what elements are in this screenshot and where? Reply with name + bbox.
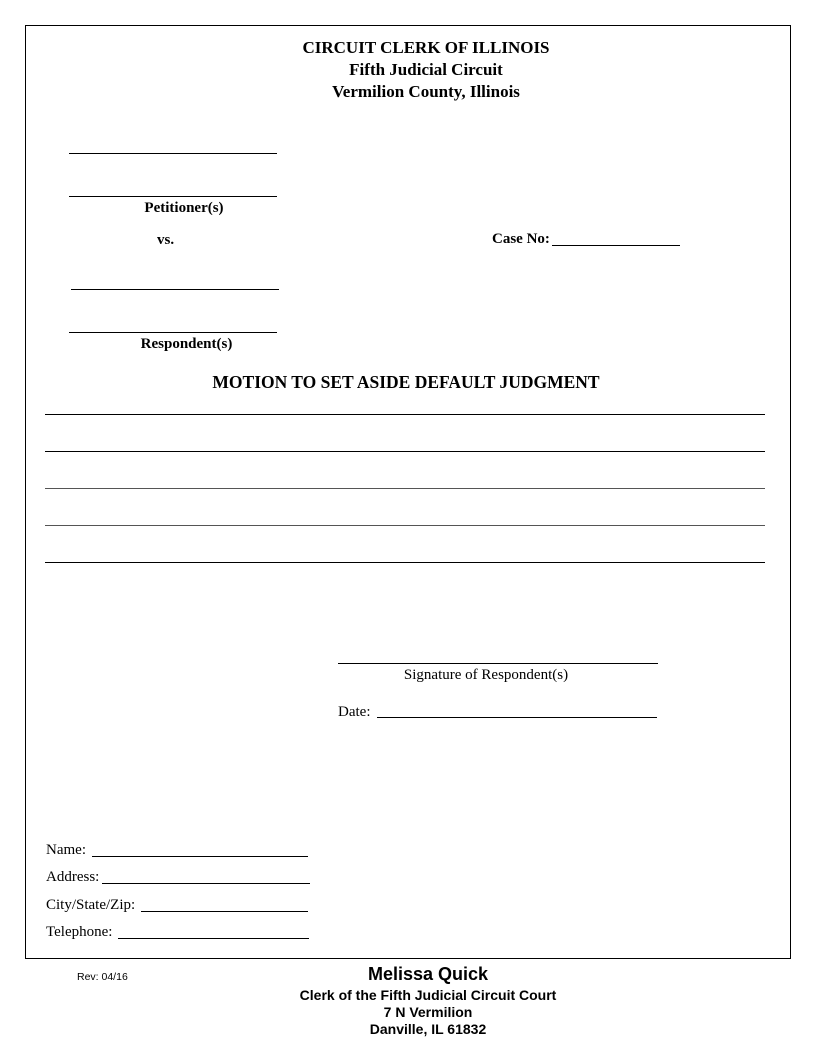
- date-input-line[interactable]: [377, 717, 657, 718]
- motion-body-line[interactable]: [45, 525, 765, 526]
- petitioner-line-1[interactable]: [69, 153, 277, 154]
- clerk-name: Melissa Quick: [367, 964, 489, 984]
- form-border: [25, 25, 791, 959]
- case-number-label: Case No:: [492, 231, 550, 247]
- respondent-line-2[interactable]: [69, 332, 277, 333]
- versus-label: vs.: [157, 232, 175, 248]
- case-number-input-line[interactable]: [552, 245, 680, 246]
- name-label: Name:: [46, 842, 86, 858]
- signature-label: Signature of Respondent(s): [403, 667, 569, 683]
- city-state-zip-label: City/State/Zip:: [46, 897, 136, 913]
- city-state-zip-input-line[interactable]: [141, 911, 308, 912]
- telephone-input-line[interactable]: [118, 938, 309, 939]
- respondent-label: Respondent(s): [140, 336, 233, 352]
- name-input-line[interactable]: [92, 856, 308, 857]
- motion-title: MOTION TO SET ASIDE DEFAULT JUDGMENT: [212, 372, 600, 392]
- case-number-field: [492, 230, 550, 248]
- street-address: 7 N Vermilion: [383, 1004, 473, 1020]
- petitioner-line-2[interactable]: [69, 196, 277, 197]
- circuit-name: Fifth Judicial Circuit: [349, 60, 503, 79]
- city-address: Danville, IL 61832: [369, 1021, 487, 1037]
- petitioner-label: Petitioner(s): [144, 200, 224, 216]
- motion-body-line[interactable]: [45, 488, 765, 489]
- date-label: Date:: [338, 704, 371, 720]
- address-input-line[interactable]: [102, 883, 310, 884]
- address-label: Address:: [46, 869, 100, 885]
- motion-body-line[interactable]: [45, 451, 765, 452]
- clerk-title: Clerk of the Fifth Judicial Circuit Court: [299, 987, 557, 1003]
- telephone-label: Telephone:: [46, 924, 113, 940]
- motion-body-line[interactable]: [45, 562, 765, 563]
- signature-line[interactable]: [338, 663, 658, 664]
- motion-body-line[interactable]: [45, 414, 765, 415]
- revision-label: Rev: 04/16: [77, 971, 128, 983]
- respondent-line-1[interactable]: [71, 289, 279, 290]
- county-name: Vermilion County, Illinois: [332, 82, 520, 101]
- court-title: CIRCUIT CLERK OF ILLINOIS: [302, 38, 550, 57]
